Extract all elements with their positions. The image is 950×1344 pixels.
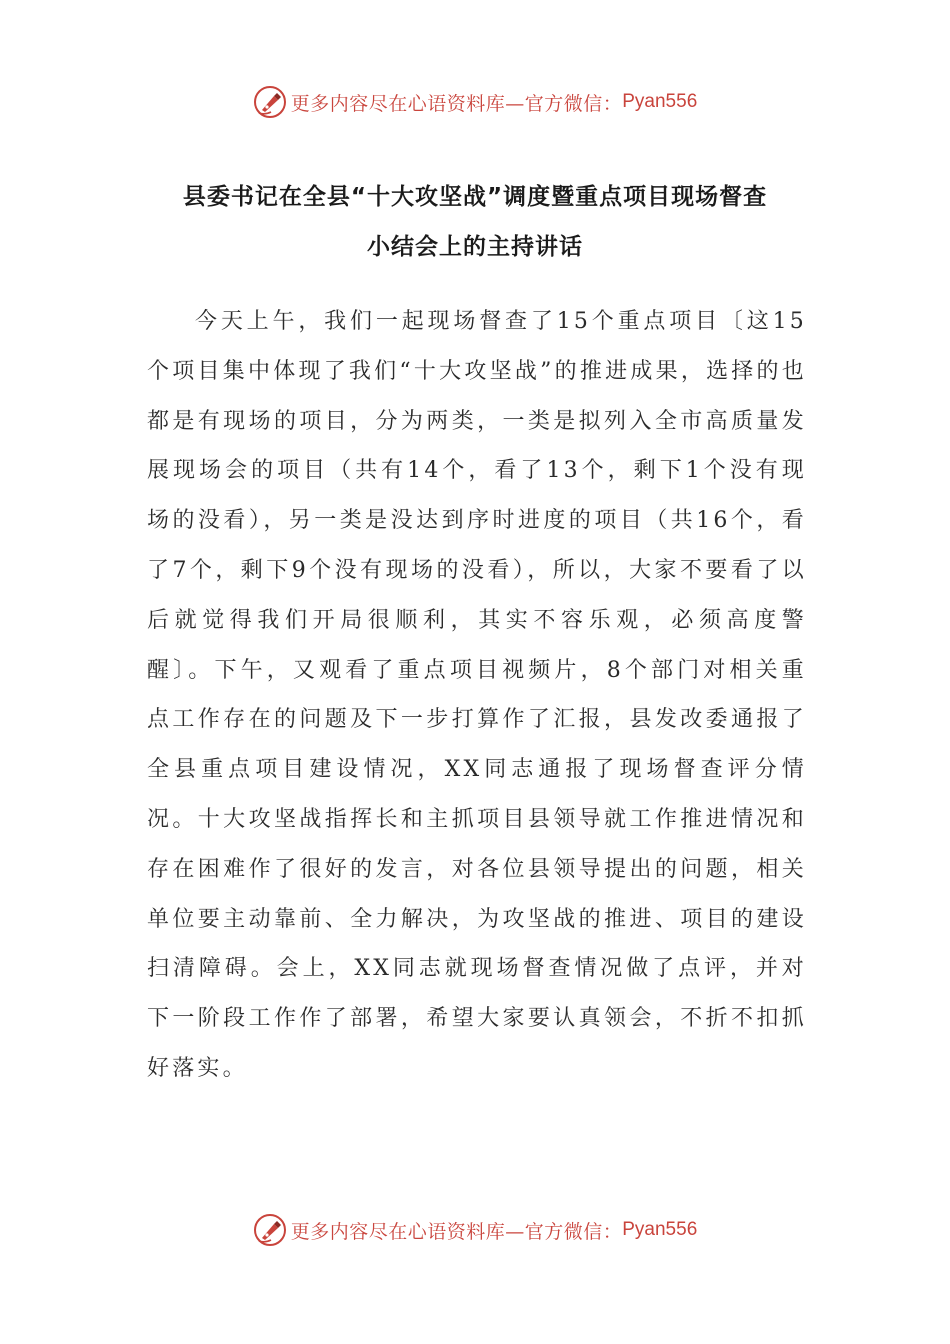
document-title <box>100 172 850 272</box>
pen-nib-logo-icon <box>253 1213 287 1247</box>
pen-nib-logo-icon <box>253 85 287 119</box>
banner-text: 更多内容尽在心语资料库—官方微信： <box>290 1220 623 1243</box>
header-banner <box>0 82 950 122</box>
wechat-id: Pyan556 <box>622 1219 698 1240</box>
body-paragraph: 今天上午，我们一起现场督查了15个重点项目〔这15个项目集中体现了我们“十大攻坚战”的推进成果，选择的也都是有现场的项目，分为两类，一类是拟列入全市高质量发展现场会的项目（共有14个，看了13个，剩下1个没有现场的没看），另一类是没达到序时进度的项目（共16个，看了7个，剩下9个没有现场的没看），所以，大家不要看了以后就觉得我们开局很顺利，其实不容乐观，必须高度警醒〕。下午，又观看了重点项目视频片，8个部门对相关重点工作存在的问题及下一步打算作了汇报，县发改委通报了全县重点项目建设情况，XX同志通报了现场督查评分情况。十大攻坚战指挥长和主抓项目县领导就工作推进情况和存在困难作了很好的发言，对各位县领导提出的问题，相关单位要主动靠前、全力解决，为攻坚战的推进、项目的建设扫清障碍。会上，XX同志就现场督查情况做了点评，并对下一阶段工作作了部署，希望大家要认真领会，不折不扣抓好落实。 <box>147 309 807 1081</box>
footer-banner <box>0 1210 950 1250</box>
title-line-1: 县委书记在全县“十大攻坚战”调度暨重点项目现场督查 <box>182 184 768 210</box>
title-line-2: 小结会上的主持讲话 <box>367 234 583 260</box>
wechat-id: Pyan556 <box>622 91 698 112</box>
banner-text: 更多内容尽在心语资料库—官方微信： <box>290 92 623 115</box>
